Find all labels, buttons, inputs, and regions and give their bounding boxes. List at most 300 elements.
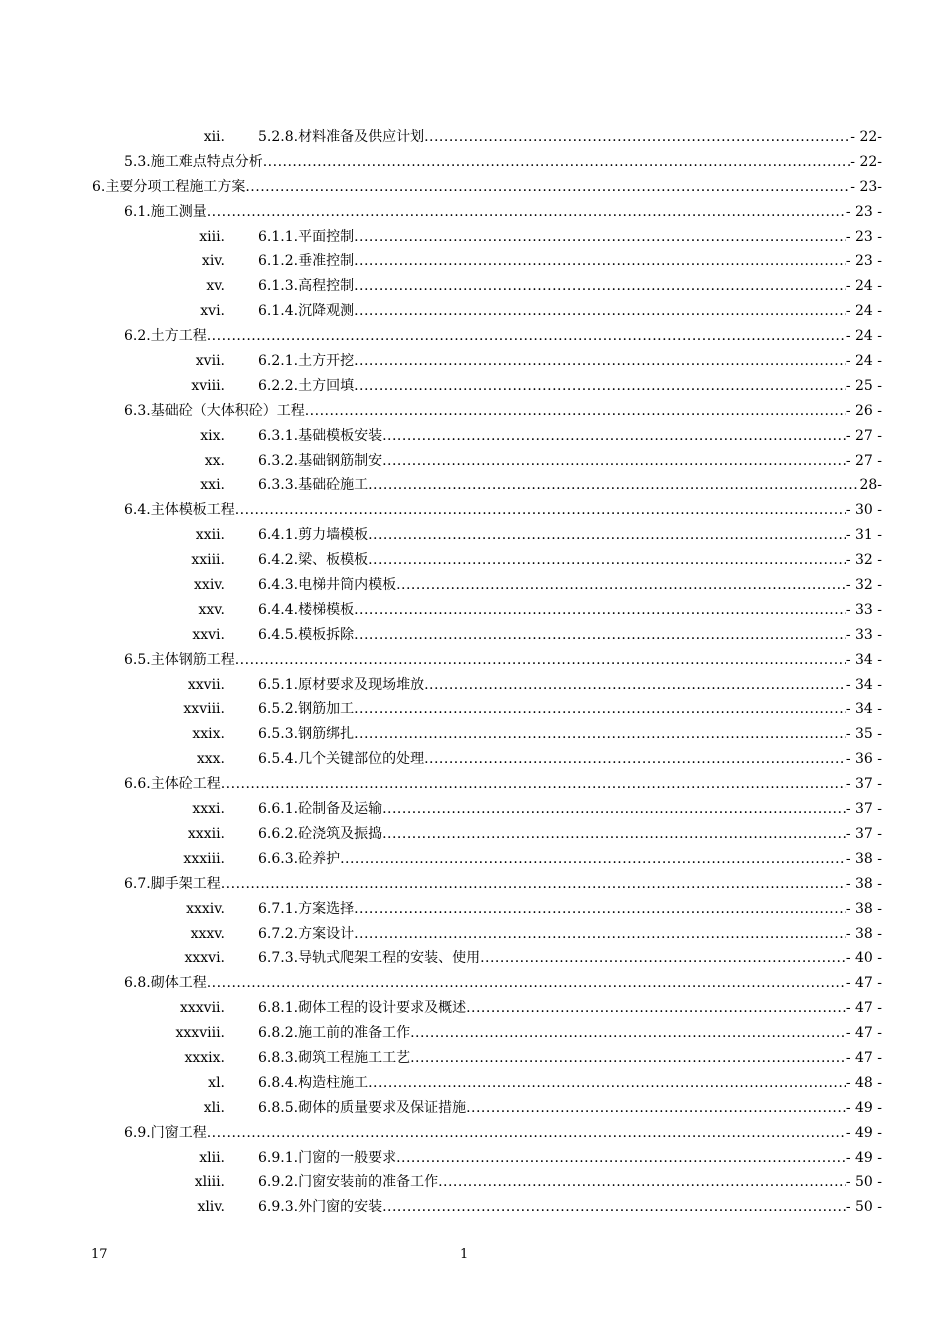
- toc-section-title: 垂准控制: [298, 253, 355, 270]
- toc-section-number: 6.9.3.: [258, 1199, 299, 1216]
- toc-section-number: 6.4.3.: [258, 577, 299, 594]
- toc-page-number: - 38 -: [845, 875, 882, 892]
- toc-entry[interactable]: [0, 399, 950, 424]
- toc-section-title: 构造柱施工: [298, 1074, 369, 1091]
- toc-roman-numeral: xxviii.: [183, 701, 225, 718]
- toc-section-number: 6.1.1.: [258, 228, 299, 245]
- toc-dot-leader: [424, 673, 846, 698]
- toc-section-title: 外门窗的安装: [298, 1199, 383, 1216]
- toc-entry[interactable]: [0, 971, 950, 996]
- toc-entry[interactable]: [0, 946, 950, 971]
- toc-roman-numeral: xviii.: [191, 377, 225, 394]
- toc-section-number: 6.6.3.: [258, 850, 299, 867]
- toc-entry-line: [258, 996, 882, 1021]
- toc-entry-line: [124, 971, 882, 996]
- toc-entry-line: [258, 946, 882, 971]
- toc-section-title: 门窗工程: [150, 1124, 207, 1141]
- toc-section-title: 模板拆除: [298, 626, 355, 643]
- toc-entry[interactable]: [0, 598, 950, 623]
- toc-entry[interactable]: [0, 249, 950, 274]
- toc-entry-line: [258, 374, 882, 399]
- toc-section-number: 6.9.: [124, 1124, 151, 1141]
- toc-section-title: 施工难点特点分析: [150, 153, 263, 170]
- toc-section-title: 材料准备及供应计划: [298, 129, 425, 145]
- toc-dot-leader: [207, 200, 846, 225]
- toc-entry-line: [258, 1096, 882, 1121]
- toc-dot-leader: [382, 822, 846, 847]
- toc-section-title: 主要分项工程施工方案: [105, 178, 246, 195]
- toc-section-number: 6.8.5.: [258, 1099, 299, 1116]
- toc-section-number: 6.6.: [124, 776, 151, 793]
- toc-page-number: - 49 -: [845, 1149, 882, 1166]
- toc-section-number: 6.7.1.: [258, 900, 299, 917]
- toc-roman-numeral: xvii.: [195, 353, 225, 370]
- toc-page-number: - 47 -: [845, 1049, 882, 1066]
- toc-section-title: 几个关键部位的处理: [298, 751, 425, 768]
- toc-section-title: 基础钢筋制安: [298, 452, 383, 469]
- toc-section-title: 砌体的质量要求及保证措施: [298, 1099, 467, 1116]
- toc-roman-numeral: xxv.: [198, 601, 225, 618]
- toc-section-number: 6.2.2.: [258, 377, 299, 394]
- toc-entry[interactable]: [0, 822, 950, 847]
- toc-section-title: 基础模板安装: [298, 427, 383, 444]
- toc-entry[interactable]: [0, 673, 950, 698]
- toc-roman-numeral: xxxi.: [192, 801, 225, 818]
- toc-section-title: 砌筑工程施工工艺: [298, 1049, 411, 1066]
- toc-section-title: 砼制备及运输: [298, 801, 383, 818]
- toc-entry[interactable]: [0, 200, 950, 225]
- toc-section-title: 门窗安装前的准备工作: [298, 1174, 439, 1191]
- toc-section-number: 6.5.4.: [258, 751, 299, 768]
- toc-roman-numeral: xxxvi.: [184, 950, 225, 967]
- toc-section-number: 6.5.: [124, 651, 151, 668]
- toc-entry[interactable]: [0, 922, 950, 947]
- toc-section-title: 平面控制: [298, 228, 355, 245]
- toc-entry-line: [258, 822, 882, 847]
- toc-dot-leader: [438, 1170, 846, 1195]
- toc-roman-numeral: xxx.: [196, 751, 225, 768]
- toc-entry[interactable]: [0, 424, 950, 449]
- toc-section-number: 5.2.8.: [258, 129, 299, 145]
- toc-section-title: 高程控制: [298, 278, 355, 295]
- toc-roman-numeral: xxxvii.: [179, 1000, 225, 1017]
- toc-section-number: 6.4.2.: [258, 552, 299, 569]
- toc-entry[interactable]: [0, 523, 950, 548]
- toc-entry[interactable]: [0, 1146, 950, 1171]
- toc-entry[interactable]: [0, 623, 950, 648]
- toc-section-title: 梁、板模板: [298, 552, 369, 569]
- toc-entry[interactable]: [0, 1046, 950, 1071]
- toc-dot-leader: [207, 324, 846, 349]
- toc-entry[interactable]: [0, 797, 950, 822]
- toc-page-number: - 24 -: [845, 278, 882, 295]
- toc-roman-numeral: xxxiii.: [183, 850, 225, 867]
- toc-page-number: - 37 -: [845, 776, 882, 793]
- toc-page-number: - 48 -: [845, 1074, 882, 1091]
- toc-entry[interactable]: [0, 648, 950, 673]
- toc-section-title: 导轨式爬架工程的安装、使用: [298, 950, 481, 967]
- toc-page-number: - 47 -: [845, 1000, 882, 1017]
- toc-entry[interactable]: [0, 498, 950, 523]
- toc-dot-leader: [424, 747, 846, 772]
- toc-dot-leader: [368, 523, 846, 548]
- toc-section-number: 6.1.3.: [258, 278, 299, 295]
- toc-entry[interactable]: [0, 299, 950, 324]
- toc-entry[interactable]: [0, 473, 950, 498]
- toc-page-number: 28-: [859, 477, 882, 494]
- toc-dot-leader: [221, 872, 846, 897]
- toc-dot-leader: [340, 847, 846, 872]
- toc-roman-numeral: xv.: [206, 278, 225, 295]
- toc-entry[interactable]: [0, 324, 950, 349]
- toc-dot-leader: [480, 946, 846, 971]
- toc-section-number: 6.3.: [124, 402, 151, 419]
- toc-roman-numeral: xli.: [203, 1099, 225, 1116]
- toc-entry-line: [258, 523, 882, 548]
- toc-section-title: 剪力墙模板: [298, 527, 369, 544]
- toc-dot-leader: [207, 1121, 846, 1146]
- toc-entry[interactable]: [0, 548, 950, 573]
- toc-section-title: 门窗的一般要求: [298, 1149, 397, 1166]
- toc-roman-numeral: xxvi.: [192, 626, 225, 643]
- toc-page-number: - 49 -: [845, 1124, 882, 1141]
- toc-dot-leader: [354, 897, 846, 922]
- toc-entry-line: [124, 498, 882, 523]
- toc-dot-leader: [354, 697, 846, 722]
- toc-section-title: 施工测量: [150, 203, 207, 220]
- toc-entry-line: [258, 598, 882, 623]
- toc-entry[interactable]: [0, 573, 950, 598]
- toc-page-number: - 32 -: [845, 577, 882, 594]
- toc-entry-line: [258, 473, 882, 498]
- toc-entry-line: [258, 1170, 882, 1195]
- toc-roman-numeral: xxiv.: [194, 577, 225, 594]
- toc-entry[interactable]: [0, 1195, 950, 1220]
- toc-roman-numeral: xiv.: [201, 253, 225, 270]
- toc-entry-line: [124, 772, 882, 797]
- toc-dot-leader: [354, 722, 846, 747]
- toc-entry[interactable]: [0, 722, 950, 747]
- toc-entry-line: [258, 747, 882, 772]
- toc-section-number: 6.7.3.: [258, 950, 299, 967]
- toc-entry[interactable]: [0, 349, 950, 374]
- toc-entry[interactable]: [0, 772, 950, 797]
- footer-page-total: 17: [91, 1247, 108, 1262]
- toc-section-number: 6.7.: [124, 875, 151, 892]
- toc-section-number: 6.9.1.: [258, 1149, 299, 1166]
- toc-roman-numeral: xxxviii.: [175, 1025, 225, 1042]
- toc-dot-leader: [382, 1195, 846, 1220]
- toc-section-title: 电梯井筒内模板: [298, 577, 397, 594]
- toc-section-number: 6.3.3.: [258, 477, 299, 494]
- toc-page-number: - 50 -: [845, 1174, 882, 1191]
- toc-entry-line: [258, 548, 882, 573]
- toc-entry[interactable]: [0, 1071, 950, 1096]
- toc-entry[interactable]: [0, 125, 950, 150]
- toc-roman-numeral: xxxii.: [187, 825, 225, 842]
- toc-page-number: - 47 -: [845, 1025, 882, 1042]
- toc-page-number: - 24 -: [845, 328, 882, 345]
- toc-section-title: 土方工程: [150, 328, 207, 345]
- toc-dot-leader: [368, 548, 846, 573]
- toc-roman-numeral: xliv.: [197, 1199, 225, 1216]
- toc-roman-numeral: xl.: [208, 1074, 225, 1091]
- toc-entry-line: [258, 1021, 882, 1046]
- toc-entry-line: [124, 648, 882, 673]
- toc-page-number: - 38 -: [845, 850, 882, 867]
- toc-section-title: 方案选择: [298, 900, 355, 917]
- toc-section-title: 钢筋加工: [298, 701, 355, 718]
- toc-dot-leader: [235, 498, 846, 523]
- toc-entry[interactable]: [0, 150, 950, 175]
- toc-section-number: 6.6.1.: [258, 801, 299, 818]
- toc-section-number: 6.6.2.: [258, 825, 299, 842]
- toc-section-title: 砼养护: [298, 850, 341, 867]
- toc-entry[interactable]: [0, 747, 950, 772]
- toc-section-number: 6.8.1.: [258, 1000, 299, 1017]
- toc-entry-line: [258, 225, 882, 250]
- toc-section-number: 6.8.2.: [258, 1025, 299, 1042]
- toc-entry-line: [258, 125, 882, 150]
- toc-dot-leader: [263, 150, 851, 175]
- toc-section-number: 6.5.3.: [258, 726, 299, 743]
- toc-entry-line: [124, 399, 882, 424]
- toc-section-number: 6.4.5.: [258, 626, 299, 643]
- toc-page-number: - 30 -: [845, 502, 882, 519]
- toc-dot-leader: [410, 1021, 846, 1046]
- toc-entry[interactable]: [0, 1170, 950, 1195]
- toc-dot-leader: [466, 1096, 846, 1121]
- toc-section-title: 砌体工程: [150, 975, 207, 992]
- toc-entry-line: [258, 573, 882, 598]
- toc-dot-leader: [354, 623, 846, 648]
- toc-section-title: 土方开挖: [298, 353, 355, 370]
- toc-entry-line: [92, 175, 882, 200]
- toc-entry[interactable]: [0, 175, 950, 200]
- toc-dot-leader: [368, 473, 859, 498]
- toc-dot-leader: [382, 449, 846, 474]
- toc-page-number: - 47 -: [845, 975, 882, 992]
- toc-section-number: 6.1.4.: [258, 303, 299, 320]
- toc-dot-leader: [424, 125, 850, 150]
- toc-page-number: - 38 -: [845, 900, 882, 917]
- toc-dot-leader: [221, 772, 846, 797]
- toc-dot-leader: [354, 374, 846, 399]
- toc-page-number: - 23-: [850, 178, 882, 195]
- toc-dot-leader: [354, 274, 846, 299]
- toc-dot-leader: [354, 249, 846, 274]
- toc-page-number: - 50 -: [845, 1199, 882, 1216]
- toc-entry-line: [258, 623, 882, 648]
- toc-entry[interactable]: [0, 847, 950, 872]
- toc-section-number: 6.1.: [124, 203, 151, 220]
- toc-entry[interactable]: [0, 1096, 950, 1121]
- toc-section-number: 6.4.1.: [258, 527, 299, 544]
- toc-roman-numeral: xxxv.: [190, 925, 225, 942]
- toc-section-title: 施工前的准备工作: [298, 1025, 411, 1042]
- toc-page-number: - 26 -: [845, 402, 882, 419]
- toc-page-number: - 38 -: [845, 925, 882, 942]
- toc-section-number: 6.4.: [124, 502, 151, 519]
- toc-section-number: 6.2.: [124, 328, 151, 345]
- toc-section-title: 主体砼工程: [150, 776, 221, 793]
- toc-entry-line: [124, 872, 882, 897]
- toc-entry[interactable]: [0, 697, 950, 722]
- toc-dot-leader: [245, 175, 850, 200]
- toc-page-number: - 37 -: [845, 801, 882, 818]
- toc-entry-line: [258, 449, 882, 474]
- toc-section-title: 方案设计: [298, 925, 355, 942]
- table-of-contents: [0, 125, 950, 1220]
- toc-entry-line: [258, 697, 882, 722]
- toc-entry-line: [258, 1146, 882, 1171]
- toc-entry[interactable]: [0, 449, 950, 474]
- toc-entry-line: [124, 324, 882, 349]
- footer-page-number: 1: [460, 1247, 469, 1262]
- toc-entry-line: [258, 1071, 882, 1096]
- toc-page-number: - 23 -: [845, 253, 882, 270]
- toc-section-title: 沉降观测: [298, 303, 355, 320]
- toc-section-number: 6.8.4.: [258, 1074, 299, 1091]
- toc-section-number: 6.3.1.: [258, 427, 299, 444]
- toc-section-title: 土方回填: [298, 377, 355, 394]
- toc-roman-numeral: xvi.: [200, 303, 225, 320]
- toc-page-number: - 23 -: [845, 228, 882, 245]
- toc-entry[interactable]: [0, 1121, 950, 1146]
- toc-roman-numeral: xxiii.: [191, 552, 225, 569]
- toc-entry[interactable]: [0, 872, 950, 897]
- toc-roman-numeral: xx.: [204, 452, 225, 469]
- toc-page-number: - 36 -: [845, 751, 882, 768]
- toc-section-title: 脚手架工程: [150, 875, 221, 892]
- toc-entry[interactable]: [0, 274, 950, 299]
- toc-page-number: - 25 -: [845, 377, 882, 394]
- toc-section-title: 砌体工程的设计要求及概述: [298, 1000, 467, 1017]
- toc-page-number: - 34 -: [845, 676, 882, 693]
- toc-section-number: 6.5.2.: [258, 701, 299, 718]
- toc-page-number: - 37 -: [845, 825, 882, 842]
- toc-entry-line: [124, 150, 882, 175]
- toc-entry-line: [258, 722, 882, 747]
- toc-dot-leader: [410, 1046, 846, 1071]
- toc-page-number: - 33 -: [845, 626, 882, 643]
- toc-entry-line: [258, 1046, 882, 1071]
- toc-section-number: 6.1.2.: [258, 253, 299, 270]
- toc-section-title: 基础砼（大体积砼）工程: [150, 402, 305, 419]
- toc-entry-line: [124, 1121, 882, 1146]
- toc-section-number: 6.7.2.: [258, 925, 299, 942]
- toc-page-number: - 27 -: [845, 452, 882, 469]
- toc-page-number: - 22-: [850, 129, 882, 145]
- toc-roman-numeral: xix.: [200, 427, 225, 444]
- toc-page-number: - 40 -: [845, 950, 882, 967]
- toc-page-number: - 33 -: [845, 601, 882, 618]
- toc-dot-leader: [354, 349, 846, 374]
- toc-roman-numeral: xiii.: [199, 228, 225, 245]
- toc-page-number: - 32 -: [845, 552, 882, 569]
- toc-roman-numeral: xxvii.: [187, 676, 225, 693]
- toc-roman-numeral: xxii.: [195, 527, 225, 544]
- toc-entry-line: [258, 274, 882, 299]
- toc-section-title: 主体钢筋工程: [150, 651, 235, 668]
- toc-entry-line: [258, 1195, 882, 1220]
- toc-page-number: - 49 -: [845, 1099, 882, 1116]
- toc-roman-numeral: xlii.: [199, 1149, 225, 1166]
- toc-section-number: 6.8.: [124, 975, 151, 992]
- toc-section-title: 基础砼施工: [298, 477, 369, 494]
- toc-roman-numeral: xxxiv.: [186, 900, 225, 917]
- toc-page-number: - 35 -: [845, 726, 882, 743]
- toc-dot-leader: [354, 225, 846, 250]
- toc-dot-leader: [235, 648, 846, 673]
- toc-section-number: 6.8.3.: [258, 1049, 299, 1066]
- toc-section-number: 6.4.4.: [258, 601, 299, 618]
- toc-dot-leader: [396, 1146, 846, 1171]
- toc-dot-leader: [354, 922, 846, 947]
- toc-dot-leader: [207, 971, 846, 996]
- toc-entry[interactable]: [0, 225, 950, 250]
- toc-entry[interactable]: [0, 374, 950, 399]
- toc-dot-leader: [354, 299, 846, 324]
- toc-entry-line: [258, 249, 882, 274]
- toc-section-number: 6.5.1.: [258, 676, 299, 693]
- toc-entry-line: [258, 847, 882, 872]
- toc-page-number: - 22-: [850, 153, 882, 170]
- toc-roman-numeral: xxix.: [192, 726, 225, 743]
- toc-entry-line: [258, 897, 882, 922]
- toc-section-number: 5.3.: [124, 153, 151, 170]
- toc-section-number: 6.3.2.: [258, 452, 299, 469]
- toc-entry-line: [258, 424, 882, 449]
- toc-entry[interactable]: [0, 897, 950, 922]
- toc-dot-leader: [382, 424, 846, 449]
- toc-page-number: - 24 -: [845, 353, 882, 370]
- toc-page-number: - 23 -: [845, 203, 882, 220]
- toc-entry-line: [124, 200, 882, 225]
- toc-section-number: 6.9.2.: [258, 1174, 299, 1191]
- toc-dot-leader: [305, 399, 846, 424]
- toc-roman-numeral: xxi.: [200, 477, 225, 494]
- toc-dot-leader: [368, 1071, 846, 1096]
- toc-entry[interactable]: [0, 996, 950, 1021]
- toc-section-title: 原材要求及现场堆放: [298, 676, 425, 693]
- toc-entry-line: [258, 673, 882, 698]
- toc-entry-line: [258, 349, 882, 374]
- toc-page-number: - 27 -: [845, 427, 882, 444]
- toc-roman-numeral: xliii.: [194, 1174, 225, 1191]
- toc-roman-numeral: xxxix.: [184, 1049, 225, 1066]
- toc-section-title: 钢筋绑扎: [298, 726, 355, 743]
- toc-entry-line: [258, 797, 882, 822]
- toc-section-number: 6.: [92, 178, 106, 195]
- toc-page-number: - 31 -: [845, 527, 882, 544]
- toc-dot-leader: [396, 573, 846, 598]
- toc-entry-line: [258, 922, 882, 947]
- toc-entry[interactable]: [0, 1021, 950, 1046]
- toc-dot-leader: [382, 797, 846, 822]
- toc-roman-numeral: xii.: [203, 129, 225, 145]
- toc-section-title: 楼梯模板: [298, 601, 355, 618]
- toc-page-number: - 24 -: [845, 303, 882, 320]
- toc-section-title: 砼浇筑及振捣: [298, 825, 383, 842]
- toc-section-title: 主体模板工程: [150, 502, 235, 519]
- toc-page-number: - 34 -: [845, 701, 882, 718]
- toc-section-number: 6.2.1.: [258, 353, 299, 370]
- toc-entry-line: [258, 299, 882, 324]
- toc-dot-leader: [354, 598, 846, 623]
- toc-page-number: - 34 -: [845, 651, 882, 668]
- toc-dot-leader: [466, 996, 846, 1021]
